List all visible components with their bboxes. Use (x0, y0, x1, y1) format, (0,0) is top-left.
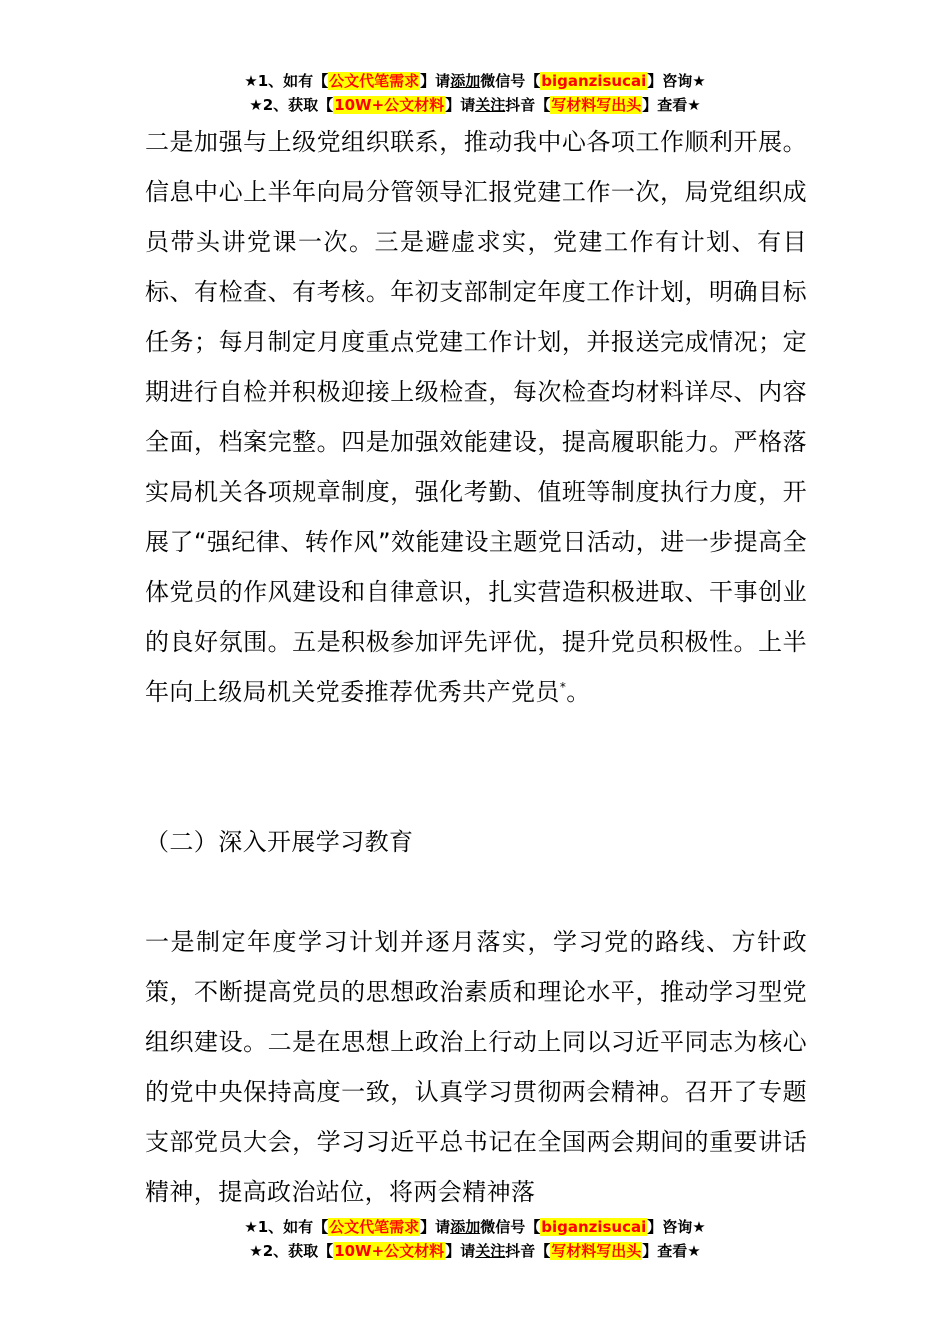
highlight-douyin-account: 写材料写出头 (551, 1242, 642, 1260)
promo-emphasis: 添加 (450, 1218, 481, 1236)
highlight-service: 公文代笔需求 (329, 72, 420, 90)
highlight-douyin-account: 写材料写出头 (551, 96, 642, 114)
promo-text: ★1、如有【 (244, 72, 329, 90)
promo-text: 】请 (445, 96, 476, 114)
promo-text: 抖音【 (505, 1242, 551, 1260)
promo-emphasis: 关注 (475, 96, 506, 114)
promo-text: 】查看★ (642, 1242, 701, 1260)
promo-text: 】请 (420, 72, 451, 90)
paragraph-text (145, 117, 807, 717)
promo-line-2 (0, 1240, 950, 1264)
promo-text: 微信号【 (480, 72, 541, 90)
paragraph-text: 一是制定年度学习计划并逐月落实，学习党的路线、方针政策，不断提高党员的思想政治素质和理论水平，推动学习型党组织建设。二是在思想上政治上行动上同以习近平同志为核心的党中央保持高度一致，认真学习贯彻两会精神。召开了专题支部党员大会，学习习近平总书记在全国两会期间的重要讲话精神，提高政治站位，将两会精神落 (145, 928, 807, 1206)
header-promo-banner (0, 70, 950, 118)
highlight-materials: 10W+公文材料 (334, 1242, 445, 1260)
body-paragraph-1 (145, 117, 807, 717)
promo-emphasis: 添加 (450, 72, 481, 90)
promo-line-2 (0, 94, 950, 118)
highlight-wechat-id: biganzisucai (541, 1218, 647, 1236)
body-paragraph-2 (145, 917, 807, 1217)
paragraph-body: 二是加强与上级党组织联系，推动我中心各项工作顺利开展。信息中心上半年向局分管领导汇报党建工作一次，局党组织成员带头讲党课一次。三是避虚求实，党建工作有计划、有目标、有检查、有考核。年初支部制定年度工作计划，明确目标任务；每月制定月度重点党建工作计划，并报送完成情况；定期进行自检并积极迎接上级检查，每次检查均材料详尽、内容全面，档案完整。四是加强效能建设，提高履职能力。严格落实局机关各项规章制度，强化考勤、值班等制度执行力度，开展了“强纪律、转作风”效能建设主题党日活动，进一步提高全体党员的作风建设和自律意识，扎实营造积极进取、干事创业的良好氛围。五是积极参加评先评优，提升党员积极性。上半年向上级局机关党委推荐优秀共产党员 (145, 128, 807, 706)
highlight-wechat-id: biganzisucai (541, 72, 647, 90)
promo-emphasis: 关注 (475, 1242, 506, 1260)
promo-text: 】查看★ (642, 96, 701, 114)
promo-line-1 (0, 70, 950, 94)
heading-text: （二）深入开展学习教育 (145, 828, 414, 856)
paragraph-end: 。 (566, 678, 591, 706)
promo-text: 】请 (420, 1218, 451, 1236)
promo-text: 】咨询★ (647, 72, 706, 90)
highlight-materials: 10W+公文材料 (334, 96, 445, 114)
promo-text: 】请 (445, 1242, 476, 1260)
promo-text: ★1、如有【 (244, 1218, 329, 1236)
footer-promo-banner (0, 1216, 950, 1264)
promo-text: 抖音【 (505, 96, 551, 114)
promo-text: ★2、获取【 (249, 96, 334, 114)
footnote-mark: * (559, 680, 567, 694)
promo-text: ★2、获取【 (249, 1242, 334, 1260)
promo-text: 微信号【 (480, 1218, 541, 1236)
promo-line-1 (0, 1216, 950, 1240)
highlight-service: 公文代笔需求 (329, 1218, 420, 1236)
promo-text: 】咨询★ (647, 1218, 706, 1236)
section-heading (145, 817, 807, 867)
